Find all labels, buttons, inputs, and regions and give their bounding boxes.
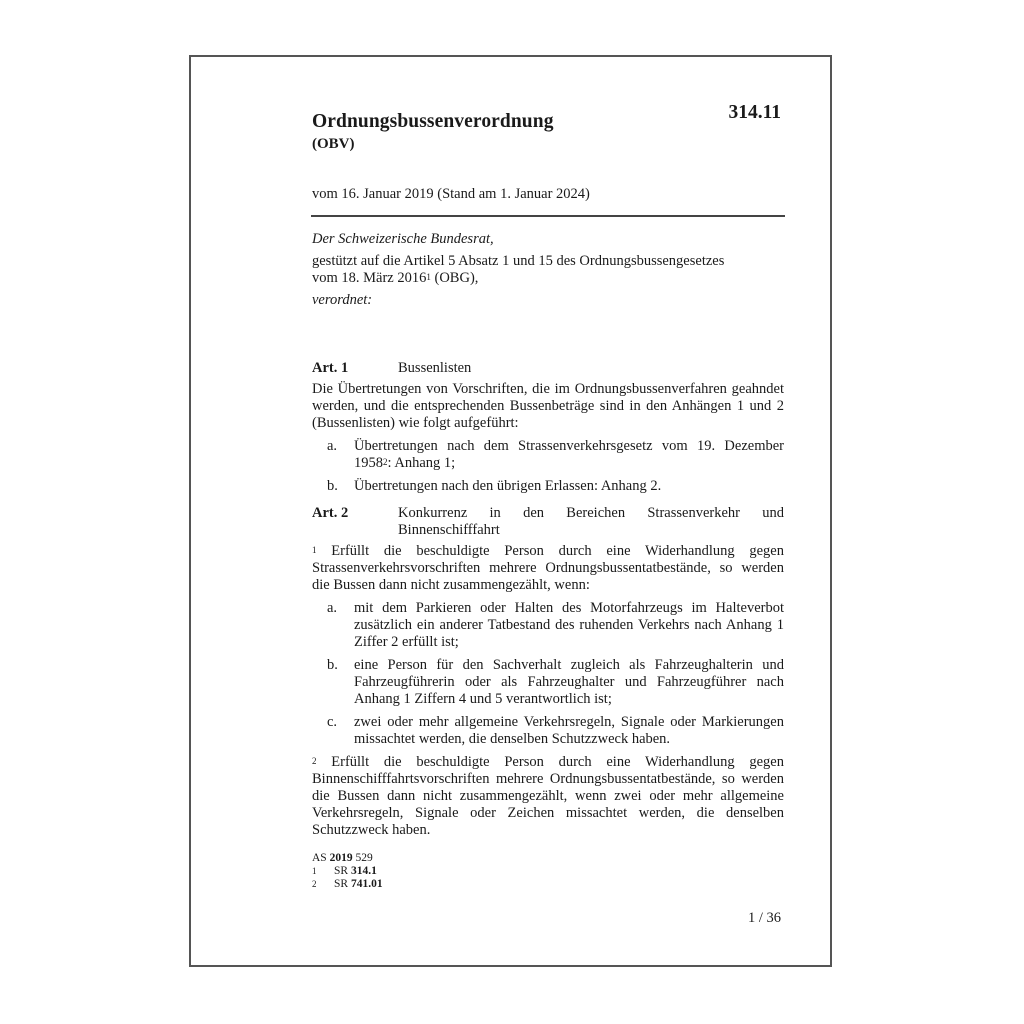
preamble-basis-line1: gestützt auf die Artikel 5 Absatz 1 und 15 des Ordnungsbussengesetzes	[312, 253, 725, 269]
list-item	[312, 714, 784, 748]
document-title: Ordnungsbussenverordnung	[312, 111, 554, 132]
article-paragraph: Die Übertretungen von Vorschriften, die im Ordnungsbussenverfahren geahndet werden, und die entsprechenden Bussenbeträge sind in den Anhängen 1 und 2 (Bussenlisten) wie folgt aufgeführt:	[312, 381, 784, 431]
as-page: 529	[355, 852, 373, 864]
preamble-basis	[312, 253, 786, 287]
header-divider	[311, 215, 785, 217]
preamble	[312, 231, 786, 314]
list-item	[312, 478, 784, 495]
list-item	[312, 657, 784, 708]
as-year: 2019	[329, 852, 353, 864]
article-title: Konkurrenz in den Bereichen Strassenverkehr und Binnenschifffahrt	[398, 505, 784, 538]
page-number: 1 / 36	[747, 910, 781, 926]
paragraph-text: Erfüllt die beschuldigte Person durch eine Widerhandlung gegen Strassenverkehrsvorschriften mehrere Ordnungsbussentatbestände, so werden die Bussen dann nicht zusammengezählt, wenn:	[312, 543, 784, 593]
as-prefix: AS	[312, 852, 327, 864]
footnote-link[interactable]: 314.1	[350, 865, 377, 877]
preamble-basis-tail: (OBG),	[430, 270, 479, 286]
article-title: Bussenlisten	[398, 360, 472, 376]
preamble-authority: Der Schweizerische Bundesrat,	[312, 231, 494, 247]
list-item	[312, 600, 784, 651]
footnote-prefix: SR	[334, 878, 349, 890]
list-letter: a.	[327, 438, 338, 454]
paragraph-text: Erfüllt die beschuldigte Person durch eine Widerhandlung gegen Binnenschifffahrtsvorschriften mehrere Ordnungsbussentatbestände, so werden die Bussen dann nicht zusammengezählt, wenn zwei oder mehr allgemeine Verkehrsregeln, Signale oder Zeichen missachtet werden, die denselben Schutzzweck haben.	[312, 754, 784, 838]
footnote-prefix: SR	[334, 865, 349, 877]
list-letter: b.	[327, 657, 338, 673]
article-2	[312, 505, 784, 839]
footnote-ref[interactable]: 2	[383, 457, 388, 467]
footnote-ref[interactable]: 1	[426, 272, 431, 282]
list-text-main: Übertretungen nach dem Strassenverkehrsgesetz vom 19. Dezember 1958	[354, 438, 784, 471]
paragraph-mark: 1	[312, 545, 317, 555]
footnote-mark: 1	[312, 866, 317, 876]
article-number: Art. 1	[312, 360, 349, 376]
list-text: zwei oder mehr allgemeine Verkehrsregeln, Signale oder Markierungen missachtet werden, die denselben Schutzzweck haben.	[354, 714, 784, 747]
list-text: eine Person für den Sachverhalt zugleich als Fahrzeughalterin und Fahrzeugführerin oder als Fahrzeughalter und Fahrzeugführer nach Anhang 1 Ziffern 4 und 5 verantwortlich ist;	[354, 657, 784, 707]
article-paragraph-1	[312, 543, 784, 594]
article-1	[312, 360, 784, 495]
list-letter: b.	[327, 478, 338, 494]
list-text: mit dem Parkieren oder Halten des Motorfahrzeugs im Halteverbot zusätzlich ein anderer Tatbestand des ruhenden Verkehrs nach Anhang 1 Ziffer 2 erfüllt ist;	[354, 600, 784, 650]
article-heading	[312, 505, 784, 539]
list-text-tail: : Anhang 1;	[387, 455, 456, 471]
document-date: vom 16. Januar 2019 (Stand am 1. Januar 2024)	[312, 186, 590, 202]
document-page	[189, 55, 832, 967]
preamble-decree: verordnet:	[312, 292, 373, 308]
footnote-item	[312, 878, 383, 891]
list-letter: a.	[327, 600, 338, 616]
list-item	[312, 438, 784, 472]
sr-number: 314.11	[728, 102, 781, 123]
footnote-mark: 2	[312, 879, 317, 889]
document-abbreviation: (OBV)	[312, 136, 355, 152]
preamble-basis-line2: vom 18. März 2016	[312, 270, 427, 286]
footnote-link[interactable]: 741.01	[350, 878, 383, 890]
footnote-item	[312, 865, 383, 878]
paragraph-mark: 2	[312, 756, 317, 766]
list-letter: c.	[327, 714, 338, 730]
article-heading	[312, 360, 784, 377]
article-paragraph-2	[312, 754, 784, 839]
article-number: Art. 2	[312, 505, 349, 521]
list-text: Übertretungen nach den übrigen Erlassen: Anhang 2.	[354, 478, 662, 494]
as-reference	[312, 852, 383, 865]
list-text	[354, 438, 784, 472]
footnotes	[312, 852, 383, 891]
